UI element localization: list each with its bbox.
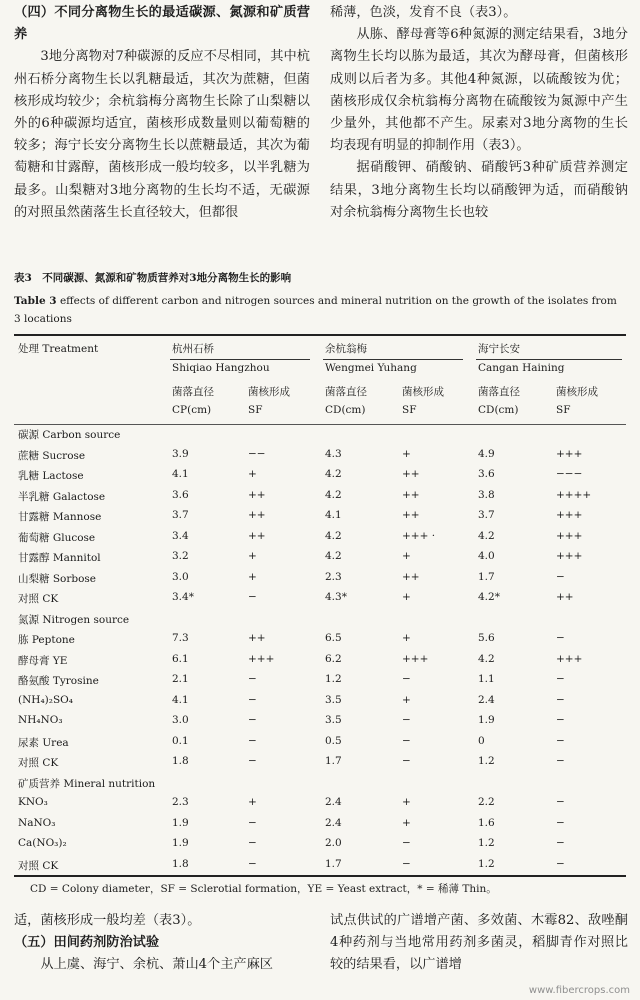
cell-sf-1: − xyxy=(248,693,257,706)
cell-cd-2: 2.4 xyxy=(325,816,342,829)
cell-sf-1: − xyxy=(248,591,257,603)
cell-cd-1: 3.2 xyxy=(172,550,189,562)
cell-sf-1: ++ xyxy=(248,632,266,644)
cell-cd-3: 1.2 xyxy=(478,837,495,849)
cell-sf-1: + xyxy=(248,468,257,480)
cell-sf-1: − xyxy=(248,755,257,767)
cell-sf-2: + xyxy=(402,550,411,562)
table-row xyxy=(0,732,640,753)
cell-cd-2: 2.0 xyxy=(325,837,342,849)
cell-cd-1: 4.1 xyxy=(172,468,189,480)
table-label: Table 3 xyxy=(14,295,57,307)
cell-sf-3: − xyxy=(556,857,565,870)
cell-sf-3: − xyxy=(556,632,565,644)
cell-sf-2: ++ xyxy=(402,509,420,521)
cell-treatment: (NH₄)₂SO₄ xyxy=(18,693,73,706)
cell-sf-2: ++ xyxy=(402,468,420,480)
table-title-english-text: effects of different carbon and nitrogen sources and mineral nutrition on the growth of the isolates from 3 locations xyxy=(14,295,617,325)
cell-sf-2: + xyxy=(402,591,411,603)
header-sf-cn-1: 菌核形成 xyxy=(248,386,290,398)
cell-cd-3: 1.7 xyxy=(478,570,495,583)
cell-sf-1: −− xyxy=(248,447,266,460)
cell-treatment: Ca(NO₃)₂ xyxy=(18,837,67,849)
cell-cd-2: 1.7 xyxy=(325,857,342,870)
section-heading-4: （四）不同分离物生长的最适碳源、氮源和矿质营养 xyxy=(14,5,310,43)
cell-treatment: 对照 CK xyxy=(18,593,59,605)
cell-sf-3: +++ xyxy=(556,529,583,542)
cell-cd-2: 3.5 xyxy=(325,693,342,706)
cell-cd-1: 1.9 xyxy=(172,837,189,849)
cell-sf-2: − xyxy=(402,714,411,726)
cell-cd-1: 4.1 xyxy=(172,693,189,706)
cell-sf-3: ++++ xyxy=(556,488,592,501)
table-row xyxy=(0,670,640,691)
cell-cd-2: 1.7 xyxy=(325,755,342,767)
cell-cd-3: 3.6 xyxy=(478,468,495,480)
header-subrule-2 xyxy=(323,359,463,360)
cell-sf-2: − xyxy=(402,857,411,870)
right-column-bottom xyxy=(330,910,628,977)
header-cd-en-3: CD(cm) xyxy=(478,404,519,416)
header-loc1-cn: 杭州石桥 xyxy=(172,343,214,355)
table-row xyxy=(0,629,640,650)
cell-treatment: 甘露糖 Mannose xyxy=(18,511,102,523)
cell-sf-1: − xyxy=(248,714,257,726)
header-loc3-cn: 海宁长安 xyxy=(478,343,520,355)
cell-cd-1: 1.9 xyxy=(172,816,189,829)
cell-cd-1: 3.7 xyxy=(172,509,189,521)
table-row xyxy=(0,855,640,876)
cell-sf-2: + xyxy=(402,796,411,808)
cell-treatment: 尿素 Urea xyxy=(18,736,69,749)
cell-cd-2: 4.2 xyxy=(325,550,342,562)
header-cd-cn-2: 菌落直径 xyxy=(325,386,367,398)
cell-sf-3: +++ xyxy=(556,447,583,460)
header-sf-en-1: SF xyxy=(248,404,263,416)
cell-cd-3: 1.2 xyxy=(478,857,495,870)
paragraph-nitrogen-source: 从胨、酵母膏等6种氮源的测定结果看，3地分离物生长均以胨为最适，其次为酵母膏，但菌核形成则以后者为多。其他4种氮源，以硫酸铵为优；菌核形成仅余杭翁梅分离物在硫酸铵为氮源中产生少量外，其他都不产生。尿素对3地分离物的生长均表现有明显的抑制作用（表3）。 xyxy=(330,27,628,154)
cell-cd-2: 0.5 xyxy=(325,734,342,747)
table-row xyxy=(0,424,640,445)
cell-sf-3: −−− xyxy=(556,468,583,480)
cell-sf-1: − xyxy=(248,857,257,870)
header-cd-en-2: CD(cm) xyxy=(325,404,366,416)
cell-cd-2: 3.5 xyxy=(325,714,342,726)
cell-cd-2: 1.2 xyxy=(325,673,342,685)
cell-sf-3: − xyxy=(556,570,565,583)
cell-cd-1: 2.3 xyxy=(172,796,189,808)
cell-cd-3: 3.7 xyxy=(478,509,495,521)
cell-cd-1: 3.6 xyxy=(172,488,189,501)
table-row xyxy=(0,711,640,732)
cell-sf-3: +++ xyxy=(556,652,583,665)
table-row xyxy=(0,465,640,486)
cell-cd-1: 3.9 xyxy=(172,447,189,460)
cell-sf-1: + xyxy=(248,550,257,562)
table-row xyxy=(0,445,640,466)
header-cd-en-1: CP(cm) xyxy=(172,404,212,416)
cell-sf-2: + xyxy=(402,447,411,460)
cell-cd-2: 4.1 xyxy=(325,509,342,521)
cell-sf-2: +++ · xyxy=(402,529,436,542)
cell-treatment: 碳源 Carbon source xyxy=(18,429,121,441)
table-title-chinese: 表3 不同碳源、氮源和矿物质营养对3地分离物生长的影响 xyxy=(14,272,292,284)
header-sf-en-3: SF xyxy=(556,404,571,416)
cell-sf-1: − xyxy=(248,816,257,829)
cell-treatment: 葡萄糖 Glucose xyxy=(18,531,96,544)
cell-sf-2: +++ xyxy=(402,652,429,665)
header-sf-cn-2: 菌核形成 xyxy=(402,386,444,398)
header-loc2-cn: 余杭翁梅 xyxy=(325,343,367,355)
cell-treatment: 矿质营养 Mineral nutrition xyxy=(18,777,156,790)
header-sf-cn-3: 菌核形成 xyxy=(556,386,598,398)
cell-cd-3: 4.9 xyxy=(478,447,495,460)
left-column-bottom xyxy=(14,910,310,977)
cell-treatment: 胨 Peptone xyxy=(18,634,75,646)
cell-cd-1: 7.3 xyxy=(172,632,189,644)
cell-cd-2: 4.3* xyxy=(325,591,347,603)
site-watermark: www.fibercrops.com xyxy=(528,985,630,996)
cell-treatment: 对照 CK xyxy=(18,757,59,769)
cell-cd-2: 4.2 xyxy=(325,529,342,542)
cell-cd-3: 1.1 xyxy=(478,673,495,685)
cell-cd-3: 4.0 xyxy=(478,550,495,562)
cell-sf-3: − xyxy=(556,734,565,747)
header-subrule-3 xyxy=(476,359,622,360)
cell-treatment: NH₄NO₃ xyxy=(18,714,63,726)
cell-sf-1: + xyxy=(248,796,257,808)
table-row xyxy=(0,814,640,835)
table-row xyxy=(0,691,640,712)
cell-cd-3: 3.8 xyxy=(478,488,495,501)
table-top-rule xyxy=(14,334,626,336)
cell-treatment: 山梨糖 Sorbose xyxy=(18,572,97,585)
cell-cd-1: 3.4* xyxy=(172,591,194,603)
table-row xyxy=(0,486,640,507)
cell-sf-1: ++ xyxy=(248,509,266,521)
table-row xyxy=(0,527,640,548)
cell-cd-2: 4.3 xyxy=(325,447,342,460)
table-row xyxy=(0,752,640,773)
table-row xyxy=(0,547,640,568)
cell-sf-3: − xyxy=(556,837,565,849)
cell-treatment: KNO₃ xyxy=(18,796,48,808)
cell-cd-3: 2.4 xyxy=(478,693,495,706)
cell-cd-1: 0.1 xyxy=(172,734,189,747)
header-loc1-en: Shiqiao Hangzhou xyxy=(172,362,270,374)
table-row xyxy=(0,834,640,855)
cell-sf-3: − xyxy=(556,714,565,726)
cell-cd-1: 3.4 xyxy=(172,529,189,542)
header-sf-en-2: SF xyxy=(402,404,417,416)
paragraph-mineral-nutrition: 据硝酸钾、硝酸钠、硝酸钙3种矿质营养测定结果，3地分离物生长均以硝酸钾为适，而硝酸钠对余杭翁梅分离物生长也较 xyxy=(330,160,628,220)
table-row xyxy=(0,568,640,589)
cell-cd-1: 3.0 xyxy=(172,570,189,583)
cell-sf-3: − xyxy=(556,673,565,685)
header-cd-cn-3: 菌落直径 xyxy=(478,386,520,398)
cell-cd-3: 4.2 xyxy=(478,652,495,665)
section-heading-5: （五）田间药剂防治试验 xyxy=(14,935,160,951)
cell-sf-2: + xyxy=(402,632,411,644)
header-loc3-en: Cangan Haining xyxy=(478,362,565,374)
cell-cd-2: 4.2 xyxy=(325,488,342,501)
cell-sf-3: − xyxy=(556,796,565,808)
cell-sf-1: + xyxy=(248,570,257,583)
table-row xyxy=(0,588,640,609)
cell-sf-2: − xyxy=(402,837,411,849)
cell-sf-2: − xyxy=(402,734,411,747)
cell-cd-1: 2.1 xyxy=(172,673,189,685)
cell-cd-1: 1.8 xyxy=(172,755,189,767)
cell-sf-1: ++ xyxy=(248,529,266,542)
cell-cd-2: 4.2 xyxy=(325,468,342,480)
cell-sf-1: − xyxy=(248,734,257,747)
cell-treatment: 酪氨酸 Tyrosine xyxy=(18,675,99,687)
cell-treatment: NaNO₃ xyxy=(18,816,56,829)
cell-sf-3: − xyxy=(556,816,565,829)
cell-treatment: 甘露醇 Mannitol xyxy=(18,552,101,564)
cell-treatment: 对照 CK xyxy=(18,859,59,872)
cell-cd-2: 6.5 xyxy=(325,632,342,644)
paragraph-field-trial: 从上虞、海宁、余杭、萧山4个主产麻区 xyxy=(40,957,273,973)
table-footnote: CD = Colony diameter，SF = Sclerotial formation，YE = Yeast extract，* = 稀薄 Thin。 xyxy=(30,883,497,895)
cell-cd-2: 6.2 xyxy=(325,652,342,665)
cell-sf-3: +++ xyxy=(556,550,583,562)
header-loc2-en: Wengmei Yuhang xyxy=(325,362,417,374)
cell-cd-2: 2.4 xyxy=(325,796,342,808)
paragraph-carbon-source: 3地分离物对7种碳源的反应不尽相同，其中杭州石桥分离物生长以乳糖最适，其次为蔗糖，但菌核形成均较少；余杭翁梅分离物生长除了山梨糖以外的6种碳源均适宜，菌核形成数量则以葡萄糖的较多；海宁长安分离物生长以蔗糖最适，其次为葡萄糖和甘露醇，菌核形成一般均较多，以半乳糖为最多。山梨糖对3地分离物的生长均不适，无碳源的对照虽然菌落生长直径较大，但都很 xyxy=(14,49,310,220)
table-row xyxy=(0,650,640,671)
cell-cd-3: 1.9 xyxy=(478,714,495,726)
cell-sf-1: − xyxy=(248,673,257,685)
cell-sf-1: ++ xyxy=(248,488,266,501)
cell-cd-3: 4.2* xyxy=(478,591,500,603)
paragraph-continuation: 稀薄，色淡，发育不良（表3）。 xyxy=(330,5,517,20)
cell-sf-2: − xyxy=(402,673,411,685)
table-bottom-rule xyxy=(14,875,626,877)
cell-treatment: 氮源 Nitrogen source xyxy=(18,613,130,626)
header-treatment: 处理 Treatment xyxy=(18,343,99,355)
cell-cd-3: 5.6 xyxy=(478,632,495,644)
cell-sf-3: ++ xyxy=(556,591,574,603)
cell-sf-1: − xyxy=(248,837,257,849)
cell-cd-3: 1.6 xyxy=(478,816,495,829)
header-subrule-1 xyxy=(170,359,310,360)
cell-sf-2: ++ xyxy=(402,488,420,501)
paragraph-continuation-bottom: 适，菌核形成一般均差（表3）。 xyxy=(14,913,201,928)
cell-cd-1: 6.1 xyxy=(172,652,189,665)
cell-cd-3: 2.2 xyxy=(478,796,495,808)
table-row xyxy=(0,609,640,630)
table-row xyxy=(0,793,640,814)
cell-sf-2: + xyxy=(402,693,411,706)
header-cd-cn-1: 菌落直径 xyxy=(172,386,214,398)
cell-treatment: 半乳糖 Galactose xyxy=(18,490,106,503)
cell-sf-1: +++ xyxy=(248,652,275,665)
cell-treatment: 酵母膏 YE xyxy=(18,654,68,667)
paragraph-field-trial-continued: 试点供试的广谱增产菌、多效菌、木霉82、敌唑酮4种药剂与当地常用药剂多菌灵，稻脚青作对照比较的结果看，以广谱增 xyxy=(330,913,628,973)
table-title-english xyxy=(14,292,626,328)
cell-treatment: 乳糖 Lactose xyxy=(18,470,84,482)
cell-sf-3: − xyxy=(556,693,565,706)
left-column-top xyxy=(14,2,310,224)
cell-cd-1: 3.0 xyxy=(172,714,189,726)
cell-treatment: 蔗糖 Sucrose xyxy=(18,449,86,462)
cell-sf-3: +++ xyxy=(556,509,583,521)
table-row xyxy=(0,506,640,527)
cell-sf-2: − xyxy=(402,755,411,767)
cell-sf-2: ++ xyxy=(402,570,420,583)
cell-cd-3: 1.2 xyxy=(478,755,495,767)
cell-sf-3: − xyxy=(556,755,565,767)
cell-cd-1: 1.8 xyxy=(172,857,189,870)
cell-sf-2: + xyxy=(402,816,411,829)
table-row xyxy=(0,773,640,794)
table-body xyxy=(0,424,640,875)
cell-cd-3: 4.2 xyxy=(478,529,495,542)
right-column-top xyxy=(330,2,628,224)
cell-cd-3: 0 xyxy=(478,734,485,747)
cell-cd-2: 2.3 xyxy=(325,570,342,583)
